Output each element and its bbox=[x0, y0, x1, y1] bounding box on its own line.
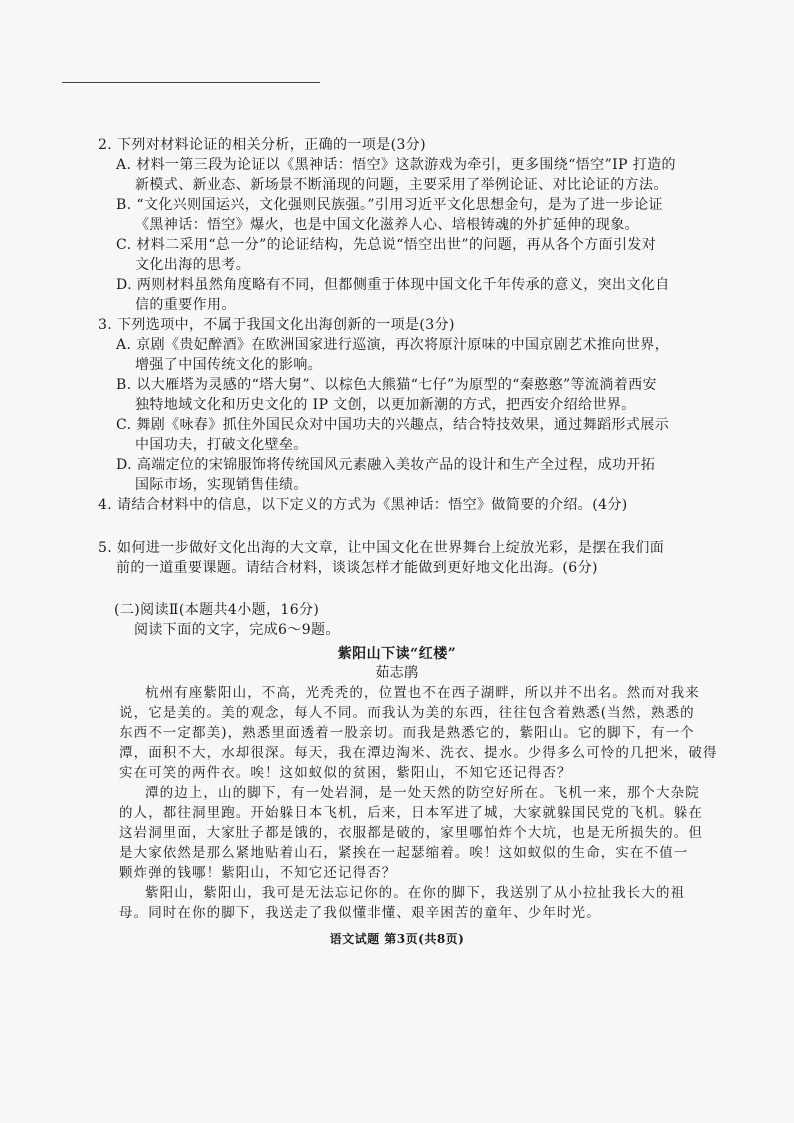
article-p1-line3: 东西不一定都美)，熟悉里面透着一股亲切。而我是熟悉它的，紫阳山。它的脚下，有一个 bbox=[119, 725, 695, 741]
page-footer: 语文试题 第3页(共8页) bbox=[329, 932, 465, 946]
article-p1-line1: 杭州有座紫阳山，不高，光秃秃的，位置也不在西子湖畔，所以并不出名。然而对我来 bbox=[145, 685, 700, 701]
question-2-stem: 2. 下列对材料论证的相关分析，正确的一项是(3分) bbox=[98, 137, 427, 153]
option-3d-line1: D. 高端定位的宋锦服饰将传统国风元素融入美妆产品的设计和生产全过程，成功开拓 bbox=[116, 457, 656, 473]
section-intro: 阅读下面的文字，完成6～9题。 bbox=[134, 622, 340, 638]
option-3c-line1: C. 舞剧《咏春》抓住外国民众对中国功夫的兴趣点，结合特技效果，通过舞蹈形式展示 bbox=[116, 417, 670, 433]
option-3b-line2: 独特地域文化和历史文化的 IP 文创，以更加新潮的方式，把西安介绍给世界。 bbox=[135, 397, 636, 413]
article-p3-line2: 母。同时在你的脚下，我送走了我似懂非懂、艰辛困苦的童年、少年时光。 bbox=[119, 905, 601, 921]
option-2b-line1: B. “文化兴则国运兴，文化强则民族强。”引用习近平文化思想金句，是为了进一步论证 bbox=[116, 197, 663, 213]
option-2c-line2: 文化出海的思考。 bbox=[135, 257, 251, 273]
option-2a-line2: 新模式、新业态、新场景不断涌现的问题，主要采用了举例论证、对比论证的方法。 bbox=[135, 177, 668, 193]
section-heading: (二)阅读Ⅱ(本题共4小题，16分) bbox=[114, 602, 320, 618]
question-3-stem: 3. 下列选项中，不属于我国文化出海创新的一项是(3分) bbox=[98, 317, 455, 333]
article-author: 茹志鹃 bbox=[375, 665, 419, 681]
option-2c-line1: C. 材料二采用“总一分”的论证结构，先总说“悟空出世”的问题，再从各个方面引发对 bbox=[116, 237, 657, 253]
question-5-line1: 5. 如何进一步做好文化出海的大文章，让中国文化在世界舞台上绽放光彩，是摆在我们面 bbox=[98, 540, 665, 556]
option-3a-line2: 增强了中国传统文化的影响。 bbox=[135, 357, 323, 373]
option-2d-line2: 信的重要作用。 bbox=[135, 297, 236, 313]
option-2b-line2: 《黑神话：悟空》爆火，也是中国文化滋养人心、培根铸魂的外扩延伸的现象。 bbox=[135, 217, 639, 233]
article-p2-line3-visible: 这岩洞里面，大家肚子都是饿的，衣服都是破的，家里哪怕炸个大坑，也是无所损失的。但 bbox=[119, 825, 703, 841]
article-p3-line1: 紫阳山，紫阳山，我可是无法忘记你的。在你的脚下，我送别了从小拉扯我长大的祖 bbox=[145, 885, 686, 901]
article-p2-line2: 的人，都往洞里跑。开始躲日本飞机，后来，日本军进了城，大家就躲国民党的飞机。躲在 bbox=[119, 805, 703, 821]
article-p2-line5: 颗炸弹的钱哪！紫阳山，不知它还记得否？ bbox=[119, 865, 397, 881]
option-3d-line2: 国际市场，实现销售佳绩。 bbox=[135, 477, 308, 493]
article-p2-line4: 是大家依然是那么紧地贴着山石，紧挨在一起瑟缩着。唉！这如蚁似的生命，实在不值一 bbox=[119, 845, 689, 861]
option-2d-line1: D. 两则材料虽然角度略有不同，但都侧重于体现中国文化千年传承的意义，突出文化自 bbox=[116, 277, 670, 293]
question-4: 4. 请结合材料中的信息，以下定义的方式为《黑神话：悟空》做简要的介绍。(4分) bbox=[98, 497, 628, 513]
article-p2-line1: 潭的边上，山的脚下，有一处岩洞，是一处天然的防空好所在。飞机一来，那个大杂院 bbox=[145, 785, 700, 801]
option-3a-line1: A. 京剧《贵妃醉酒》在欧洲国家进行巡演，再次将原汁原味的中国京剧艺术推向世界， bbox=[116, 337, 670, 353]
option-2a-line1: A. 材料一第三段为论证以《黑神话：悟空》这款游戏为牵引，更多围绕“悟空”IP 打造的 bbox=[116, 157, 676, 173]
option-3b-line1: B. 以大雁塔为灵感的“塔大舅”、以棕色大熊猫“七仔”为原型的“秦憨憨”等流淌着西安 bbox=[116, 377, 657, 393]
header-rule bbox=[62, 82, 320, 83]
article-title: 紫阳山下读“红楼” bbox=[337, 646, 457, 662]
option-3c-line2: 中国功夫，打破文化壁垒。 bbox=[135, 437, 308, 453]
article-p1-line2: 说，它是美的。美的观念，每人不同。而我认为美的东西，往往包含着熟悉(当然，熟悉的 bbox=[119, 705, 695, 721]
article-p1-line5: 实在可笑的两件衣。唉！这如蚁似的贫困，紫阳山，不知它还记得否？ bbox=[119, 765, 572, 781]
article-p1-line4: 潭，面积不大，水却很深。每天，我在潭边淘米、洗衣、提水。少得多么可怜的几把米，破得 bbox=[119, 745, 718, 761]
question-5-line2: 前的一道重要课题。请结合材料，谈谈怎样才能做到更好地文化出海。(6分) bbox=[116, 560, 598, 576]
